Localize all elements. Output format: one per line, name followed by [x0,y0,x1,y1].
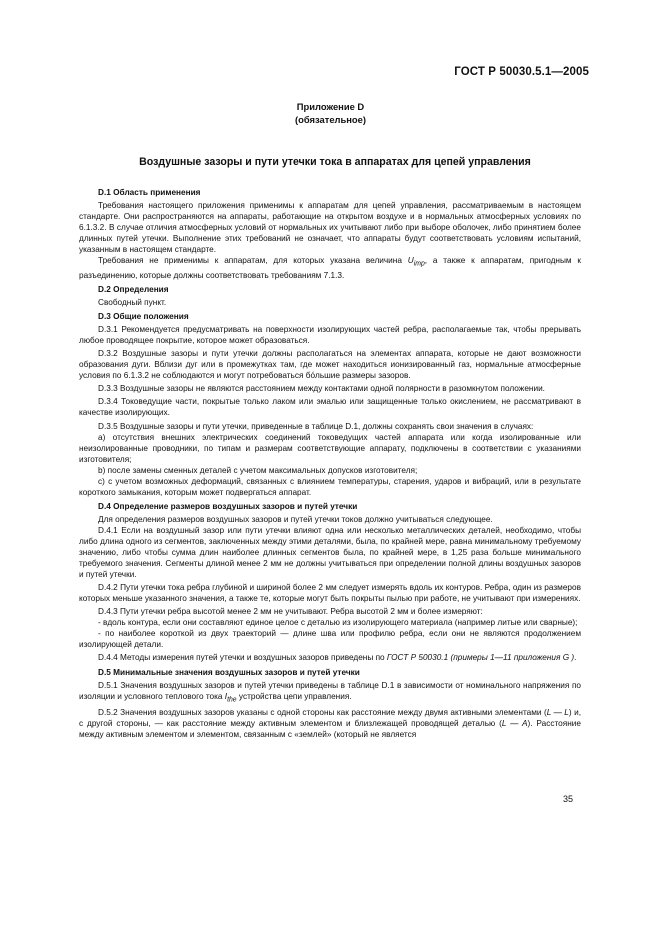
paragraph: Свободный пункт. [98,298,167,308]
formula-var: I [224,691,228,701]
paragraph [79,255,581,281]
paragraph: D.3.3 Воздушные зазоры не являются расстоянием между контактами одной полярности в разомкнутом положении. [98,384,545,394]
appendix-status: (обязательное) [295,113,366,125]
paragraph [79,680,581,706]
formula-subscript: imp [413,260,425,268]
main-title: Воздушные зазоры и пути утечки тока в аппаратах для цепей управления [139,156,531,168]
list-item: c) с учетом возможных деформаций, связанных с влиянием температуры, старения, ударов и вибраций, или в результате короткого замыкания, которым может подвергаться аппарат. [79,476,581,497]
paragraph [79,707,581,740]
formula-subscript: the [227,696,237,704]
section-heading-d5: D.5 Минимальные значения воздушных зазоров и путей утечки [98,667,360,677]
section-heading-d3: D.3 Общие положения [98,312,189,322]
section-heading-d4: D.4 Определение размеров воздушных зазоров и путей утечки [98,501,358,511]
paragraph: D.3.5 Воздушные зазоры и пути утечки, приведенные в таблице D.1, должны сохранять свои значения в случаях: [98,421,534,431]
section-heading-d2: D.2 Определения [98,285,169,295]
formula-inline: L — L [546,708,569,718]
paragraph: D.4.2 Пути утечки тока ребра глубиной и шириной более 2 мм следует измерять вдоль их контуров. Ребра, один из размеров которых меньше указанного значения, а также те, которые могут быть покрыты пылью при работе, не учитывают при измерениях. [79,583,581,604]
list-item: - по наиболее короткой из двух траекторий — длине шва или профилю ребра, если они не являются продолжением изолирующей детали. [79,629,581,650]
text-span: D.5.2 Значения воздушных зазоров указаны с одной стороны как расстояние между двумя активными элементами ( [98,708,547,718]
text-span: ) и, с другой стороны, — как расстояние между активным элементом и близлежащей проводящей деталью ( [79,708,581,729]
list-item: b) после замены сменных деталей с учетом максимальных допусков изготовителя; [98,465,418,475]
paragraph: D.3.2 Воздушные зазоры и пути утечки должны располагаться на элементах аппарата, которые не дают возможности образования дуги. Вблизи дуг или в промежутках там, где может находиться ионизированный газ, нормальные атмосферные условия по 6.1.3.2 не соблюдаются и могут потребоваться бо́льшие размеры зазоров. [79,349,581,381]
paragraph: D.3.1 Рекомендуется предусматривать на поверхности изолирующих частей ребра, располагаемые так, чтобы прерывать любое проводящее покрытие, которое может образоваться. [79,325,581,346]
paragraph: D.4.1 Если на воздушный зазор или пути утечки влияют одна или несколько металлических деталей, необходимо, чтобы либо длина одного из сегментов, заключенных между этими деталями, была, по крайней мере, равна минимальному требуемому значению, либо чтобы сумма длин наиболее длинных сегментов была, по крайней мере, в 1,25 раза больше минимального требуемого значения. Сегменты длиной менее 2 мм не должны учитываться при определении полной длины воздушных зазоров и путей утечки. [79,525,581,580]
list-item: - вдоль контура, если они составляют единое целое с деталью из изолирующего материала (например литые или сварные); [98,618,578,628]
paragraph: D.3.4 Токоведущие части, покрытые только лаком или эмалью или защищенные только окислением, не рассматривают в качестве изолирующих. [79,397,581,418]
text-span: Требования не применимы к аппаратам, для которых указана величина [98,256,408,266]
page-number: 35 [562,794,573,804]
paragraph [79,652,581,663]
text-span: , а также к аппаратам, пригодным к разъединению, которые должны соответствовать требованиям 7.1.3. [79,256,582,280]
text-span: . [574,653,577,663]
text-span: ). Расстояние между активным элементом и элементом, связанным с «землей» (который не является [79,719,581,740]
document-body [79,187,581,740]
text-span: D.4.4 Методы измерения путей утечки и воздушных зазоров приведены по [98,653,387,663]
appendix-label [0,101,661,126]
section-heading-d1: D.1 Область применения [98,188,201,197]
appendix-title: Приложение D [296,101,365,112]
list-item: а) отсутствия внешних электрических соединений токоведущих частей аппарата или когда изолированные или неизолированные проводники, по типам и размерам соответствующие аппарату, подключены в соответствии с указаниями изготовителя; [79,432,581,464]
text-span: D.5.1 Значения воздушных зазоров и путей утечки приведены в таблице D.1 в зависимости от номинального напряжения по изоляции и условного теплового тока [79,680,581,701]
paragraph: D.4.3 Пути утечки ребра высотой менее 2 мм не учитывают. Ребра высотой 2 мм и более измеряют: [98,607,483,617]
formula-var: U [407,256,414,266]
document-header: ГОСТ Р 50030.5.1—2005 [454,66,589,78]
formula-inline: L — A [501,719,528,729]
standard-reference: ГОСТ Р 50030.1 (примеры 1—11 приложения G ) [386,653,575,663]
text-span: устройства цепи управления. [236,691,352,701]
paragraph: Для определения размеров воздушных зазоров и путей утечки токов должно учитываться следующее. [98,514,493,524]
paragraph: Требования настоящего приложения применимы к аппаратам для цепей управления, рассматриваемым в настоящем стандарте. Они распространяются на аппараты, работающие на открытом воздухе и в нормальных атмосферных условиях по 6.1.3.2. В случае отличия атмосферных условий от нормальных их учитывают либо при выборе оболочек, либо принятием более длинных путей утечки. Выполнение этих требований не означает, что аппараты будут соответствовать условиям испытаний, указанным в настоящем стандарте. [79,201,581,255]
